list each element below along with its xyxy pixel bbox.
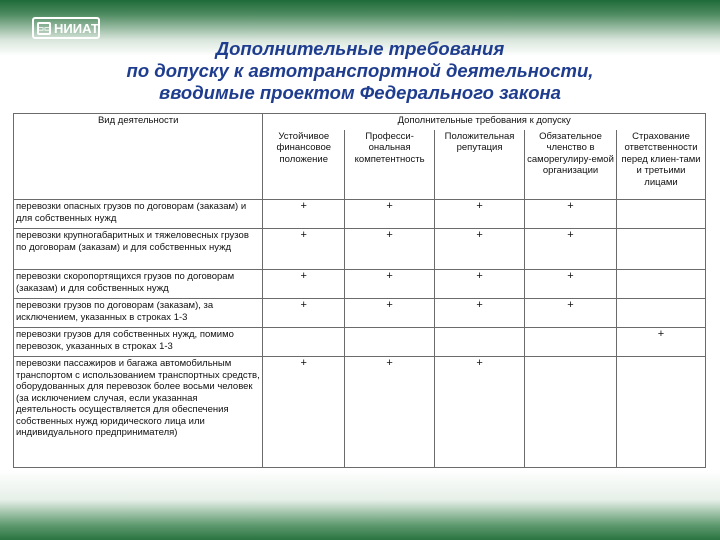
mark-cell (617, 357, 706, 468)
mark-cell: + (263, 270, 345, 299)
table-row (14, 328, 706, 357)
activity-header: Вид деятельности (14, 114, 263, 200)
mark-cell: + (525, 200, 617, 229)
mark-cell: + (435, 229, 525, 270)
activity-cell: перевозки крупногабаритных и тяжеловесных грузов по договорам (заказам) и для собственных нужд (14, 229, 263, 270)
mark-cell: + (435, 270, 525, 299)
column-header: Устойчивое финансовое положение (263, 130, 345, 200)
mark-cell: + (263, 229, 345, 270)
mark-cell: + (263, 299, 345, 328)
mark-cell (617, 229, 706, 270)
activity-cell: перевозки грузов по договорам (заказам), за исключением, указанных в строках 1-3 (14, 299, 263, 328)
slide-title (0, 38, 720, 104)
mark-cell (525, 328, 617, 357)
mark-cell: + (345, 299, 435, 328)
activity-cell: перевозки грузов для собственных нужд, помимо перевозок, указанных в строках 1-3 (14, 328, 263, 357)
mark-cell (617, 299, 706, 328)
logo-mark-icon: ▭▭ (36, 23, 52, 33)
title-line-3: вводимые проектом Федерального закона (159, 82, 561, 103)
table-row (14, 357, 706, 468)
mark-cell: + (617, 328, 706, 357)
table-row (14, 200, 706, 229)
requirements-group-header: Дополнительные требования к допуску (263, 114, 706, 130)
mark-cell (525, 357, 617, 468)
mark-cell (345, 328, 435, 357)
column-header: Обязательное членство в саморегулиру-емой организации (525, 130, 617, 200)
activity-cell: перевозки пассажиров и багажа автомобильным транспортом с использованием транспортных средств, оборудованных для перевозок более восьми человек (за исключением случая, если указанная деятельность осуществляется для обеспечения собственных нужд юридического лица или индивидуального предпринимателя) (14, 357, 263, 468)
mark-cell: + (525, 270, 617, 299)
column-header: Професси-ональная компетентность (345, 130, 435, 200)
title-line-1: Дополнительные требования (215, 38, 505, 59)
mark-cell (617, 270, 706, 299)
activity-cell: перевозки скоропортящихся грузов по договорам (заказам) и для собственных нужд (14, 270, 263, 299)
column-header: Положительная репутация (435, 130, 525, 200)
mark-cell: + (435, 357, 525, 468)
requirements-table (13, 113, 706, 468)
column-header: Страхование ответственности перед клиен-тами и третьими лицами (617, 130, 706, 200)
mark-cell: + (525, 299, 617, 328)
mark-cell: + (345, 200, 435, 229)
mark-cell: + (435, 299, 525, 328)
mark-cell: + (345, 357, 435, 468)
mark-cell: + (525, 229, 617, 270)
mark-cell: + (345, 229, 435, 270)
mark-cell: + (345, 270, 435, 299)
mark-cell: + (263, 357, 345, 468)
mark-cell (435, 328, 525, 357)
mark-cell: + (435, 200, 525, 229)
table-row (14, 270, 706, 299)
table-row (14, 229, 706, 270)
table-row (14, 299, 706, 328)
mark-cell (617, 200, 706, 229)
niiat-logo (32, 17, 100, 39)
logo-text: НИИАТ (54, 20, 99, 36)
mark-cell (263, 328, 345, 357)
activity-cell: перевозки опасных грузов по договорам (заказам) и для собственных нужд (14, 200, 263, 229)
title-line-2: по допуску к автотранспортной деятельности, (126, 60, 594, 81)
mark-cell: + (263, 200, 345, 229)
